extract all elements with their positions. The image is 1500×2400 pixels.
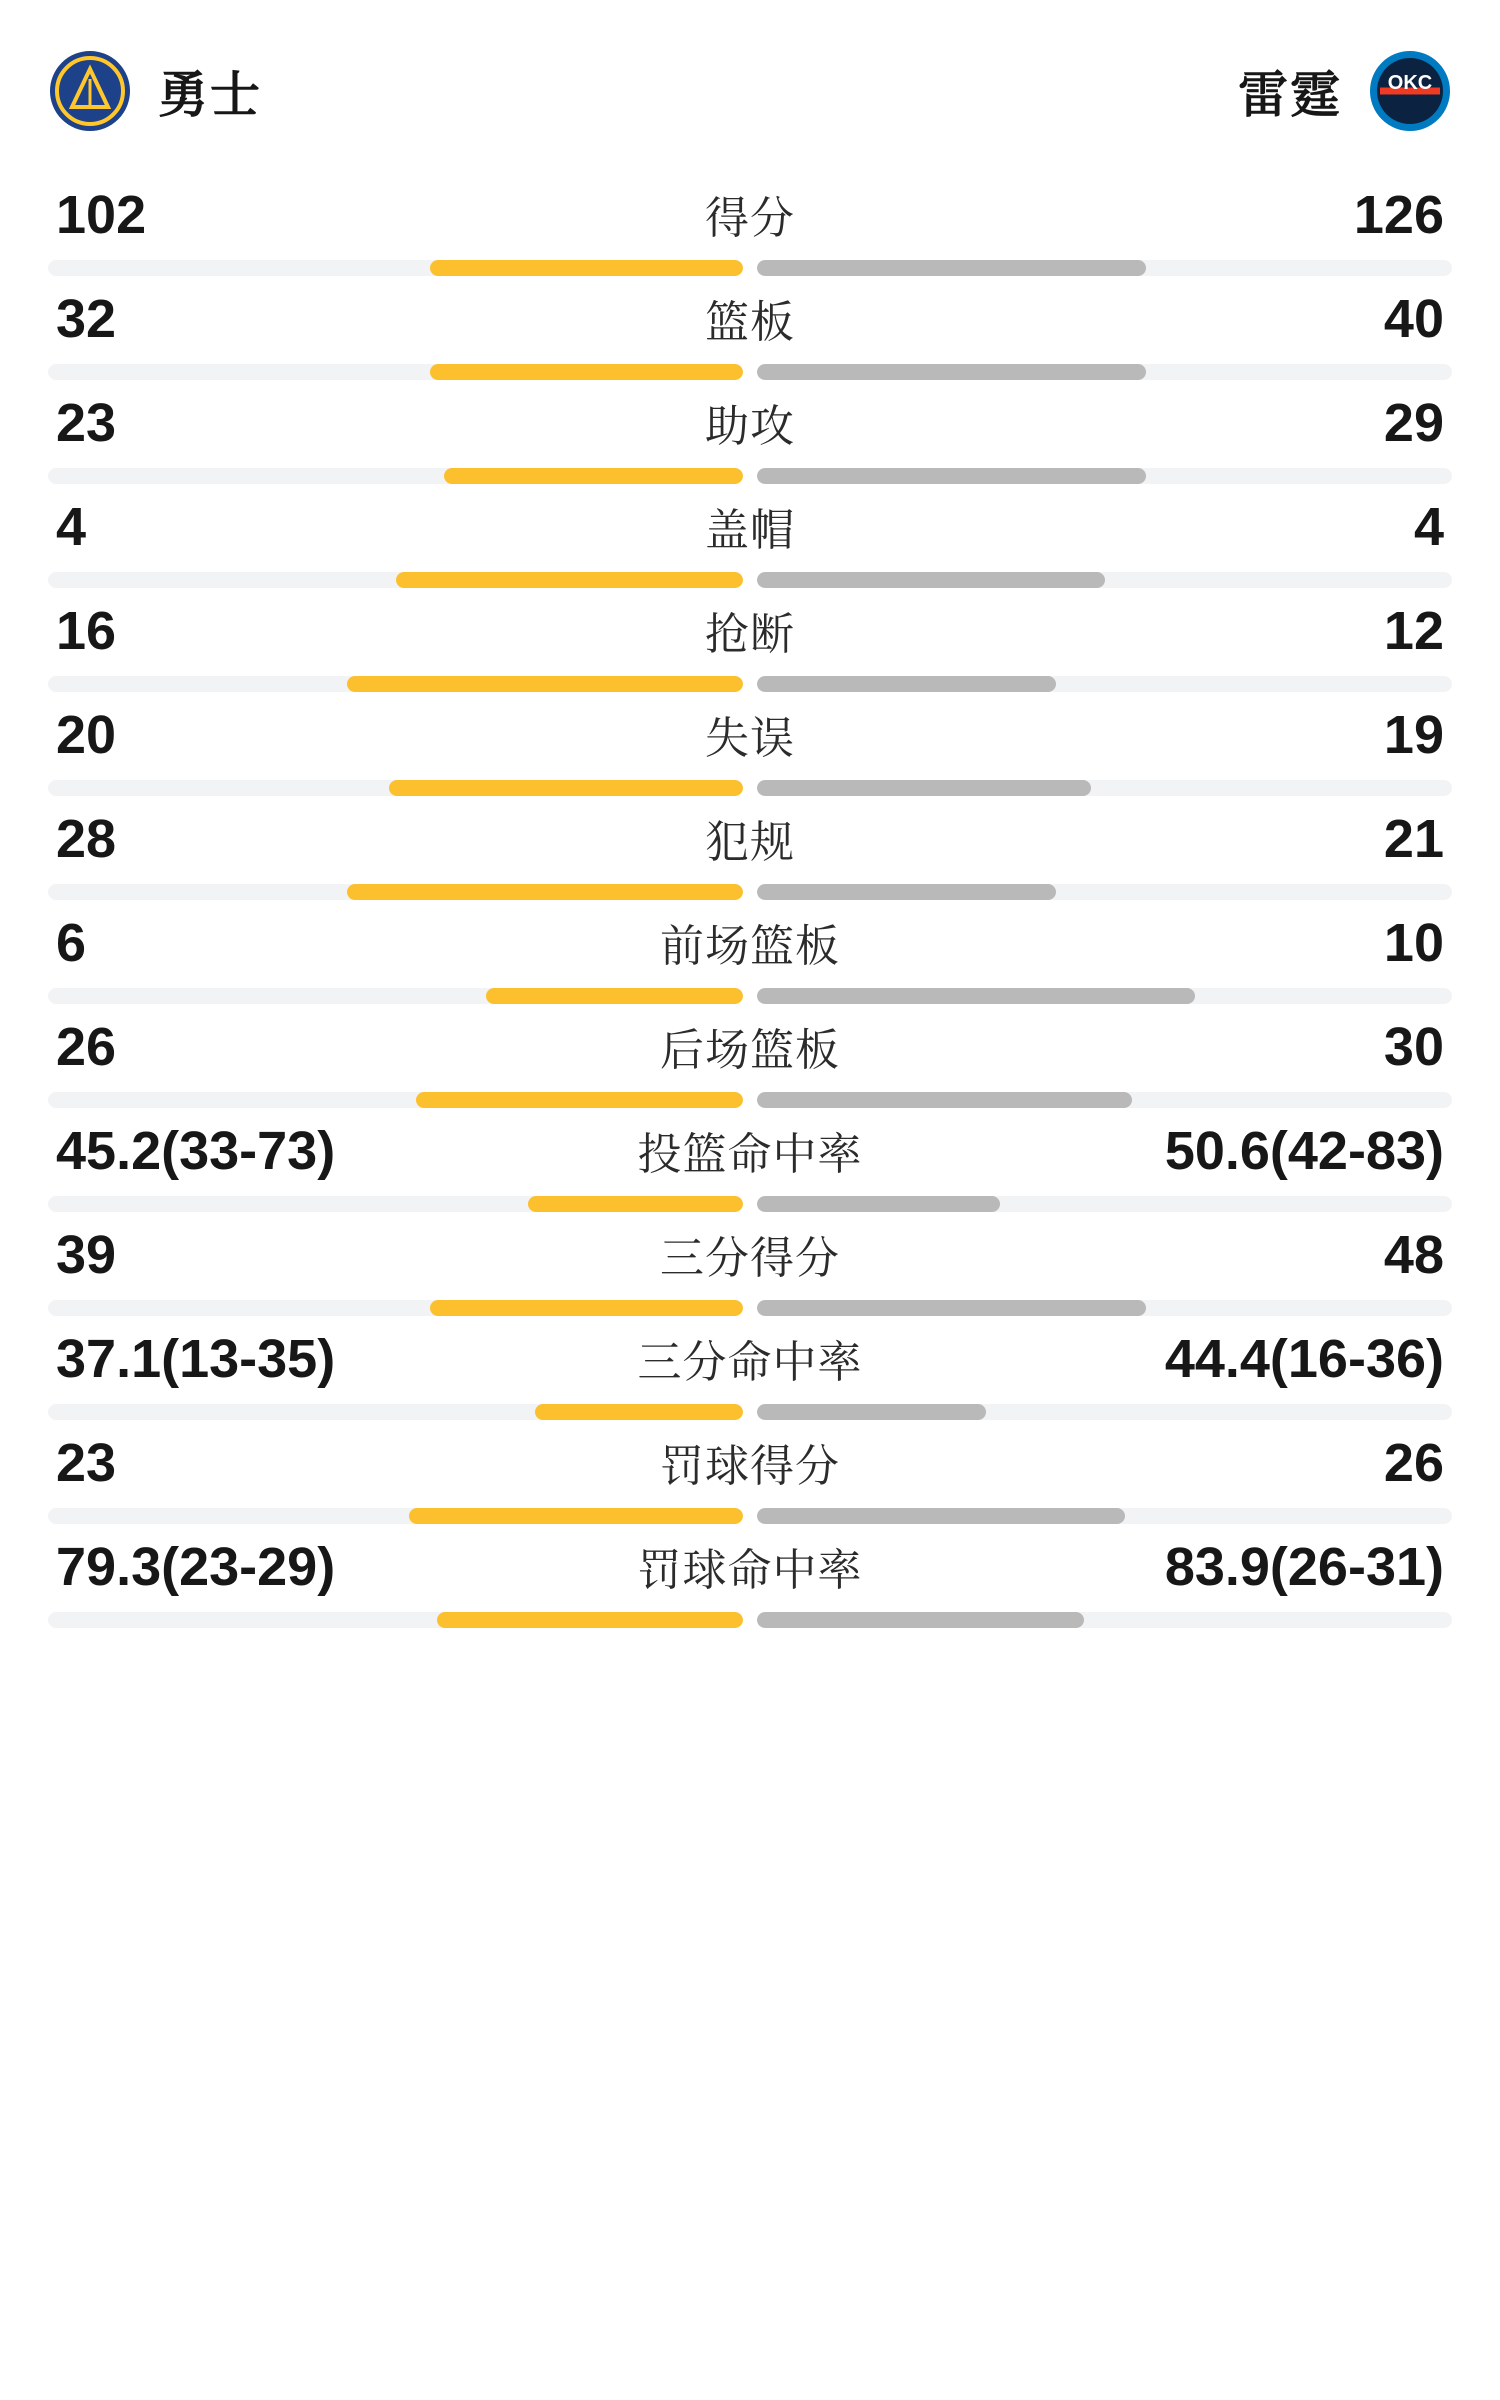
stat-label: 失误 bbox=[705, 714, 795, 763]
away-bar-fill bbox=[757, 1404, 986, 1420]
away-bar-track bbox=[757, 1404, 1452, 1420]
home-bar-track bbox=[48, 364, 743, 380]
away-bar-fill bbox=[757, 1508, 1125, 1524]
away-stat-value: 19 bbox=[1383, 705, 1444, 765]
away-bar-track bbox=[757, 468, 1452, 484]
away-stat-value: 126 bbox=[1353, 185, 1444, 245]
stat-row bbox=[48, 1212, 1452, 1316]
stat-label: 盖帽 bbox=[705, 506, 795, 555]
stat-label: 投篮命中率 bbox=[637, 1130, 863, 1179]
home-stat-value: 6 bbox=[56, 913, 87, 973]
stat-row-header bbox=[48, 1534, 1452, 1612]
away-stat-value: 44.4(16-36) bbox=[1164, 1329, 1444, 1389]
stat-row-header bbox=[48, 702, 1452, 780]
stat-row bbox=[48, 900, 1452, 1004]
away-bar-track bbox=[757, 780, 1452, 796]
home-bar-fill bbox=[409, 1508, 743, 1524]
stat-row bbox=[48, 1108, 1452, 1212]
home-bar-fill bbox=[389, 780, 743, 796]
stat-row-header bbox=[48, 494, 1452, 572]
stat-bars bbox=[48, 1092, 1452, 1108]
away-bar-track bbox=[757, 676, 1452, 692]
home-bar-fill bbox=[416, 1092, 743, 1108]
away-bar-fill bbox=[757, 572, 1105, 588]
svg-text:OKC: OKC bbox=[1387, 72, 1433, 94]
away-stat-value: 4 bbox=[1413, 497, 1444, 557]
away-bar-fill bbox=[757, 468, 1146, 484]
away-stat-value: 50.6(42-83) bbox=[1164, 1121, 1444, 1181]
stat-rows bbox=[48, 172, 1452, 1628]
away-bar-track bbox=[757, 1300, 1452, 1316]
home-bar-track bbox=[48, 884, 743, 900]
away-team-name: 雷霆 bbox=[1238, 67, 1342, 123]
home-bar-fill bbox=[535, 1404, 744, 1420]
stat-row bbox=[48, 1420, 1452, 1524]
away-stat-value: 48 bbox=[1383, 1225, 1444, 1285]
home-bar-track bbox=[48, 468, 743, 484]
home-bar-fill bbox=[347, 884, 743, 900]
home-bar-fill bbox=[396, 572, 744, 588]
stat-row bbox=[48, 588, 1452, 692]
stat-bars bbox=[48, 468, 1452, 484]
away-stat-value: 21 bbox=[1383, 809, 1444, 869]
stat-label: 篮板 bbox=[705, 298, 795, 347]
home-bar-fill bbox=[430, 1300, 743, 1316]
away-bar-fill bbox=[757, 1612, 1084, 1628]
stat-row bbox=[48, 1524, 1452, 1628]
away-stat-value: 30 bbox=[1383, 1017, 1444, 1077]
stat-bars bbox=[48, 1508, 1452, 1524]
away-team bbox=[1238, 49, 1452, 133]
stat-bars bbox=[48, 1196, 1452, 1212]
home-stat-value: 32 bbox=[56, 289, 117, 349]
away-bar-track bbox=[757, 1508, 1452, 1524]
stat-row-header bbox=[48, 1326, 1452, 1404]
away-bar-track bbox=[757, 884, 1452, 900]
stat-bars bbox=[48, 572, 1452, 588]
stat-row-header bbox=[48, 1430, 1452, 1508]
home-bar-fill bbox=[347, 676, 743, 692]
away-bar-track bbox=[757, 260, 1452, 276]
away-stat-value: 26 bbox=[1383, 1433, 1444, 1493]
home-bar-fill bbox=[444, 468, 743, 484]
away-stat-value: 10 bbox=[1383, 913, 1444, 973]
away-stat-value: 29 bbox=[1383, 393, 1444, 453]
stat-row-header bbox=[48, 182, 1452, 260]
stat-row-header bbox=[48, 910, 1452, 988]
home-bar-track bbox=[48, 1612, 743, 1628]
home-bar-track bbox=[48, 1508, 743, 1524]
home-stat-value: 23 bbox=[56, 393, 117, 453]
home-stat-value: 79.3(23-29) bbox=[56, 1537, 336, 1597]
thunder-logo-icon bbox=[1368, 49, 1452, 133]
stat-bars bbox=[48, 676, 1452, 692]
stat-bars bbox=[48, 364, 1452, 380]
home-bar-track bbox=[48, 1404, 743, 1420]
stat-bars bbox=[48, 1612, 1452, 1628]
stat-bars bbox=[48, 884, 1452, 900]
stat-row-header bbox=[48, 598, 1452, 676]
away-bar-fill bbox=[757, 1300, 1146, 1316]
stat-label: 犯规 bbox=[705, 818, 795, 867]
home-stat-value: 4 bbox=[56, 497, 87, 557]
away-bar-fill bbox=[757, 1092, 1132, 1108]
stat-row bbox=[48, 276, 1452, 380]
away-bar-track bbox=[757, 572, 1452, 588]
stat-row bbox=[48, 172, 1452, 276]
home-stat-value: 45.2(33-73) bbox=[56, 1121, 336, 1181]
away-bar-fill bbox=[757, 676, 1056, 692]
stat-bars bbox=[48, 1404, 1452, 1420]
stat-row bbox=[48, 796, 1452, 900]
home-bar-track bbox=[48, 780, 743, 796]
stat-row bbox=[48, 1316, 1452, 1420]
stat-row bbox=[48, 1004, 1452, 1108]
stat-row-header bbox=[48, 1014, 1452, 1092]
home-bar-track bbox=[48, 260, 743, 276]
teams-header bbox=[48, 0, 1452, 172]
away-bar-track bbox=[757, 364, 1452, 380]
stat-bars bbox=[48, 260, 1452, 276]
stat-bars bbox=[48, 988, 1452, 1004]
away-bar-fill bbox=[757, 884, 1056, 900]
away-stat-value: 40 bbox=[1383, 289, 1444, 349]
stat-label: 罚球得分 bbox=[660, 1442, 840, 1491]
stat-row-header bbox=[48, 806, 1452, 884]
home-bar-track bbox=[48, 1300, 743, 1316]
stat-row-header bbox=[48, 1222, 1452, 1300]
home-bar-track bbox=[48, 988, 743, 1004]
away-stat-value: 83.9(26-31) bbox=[1164, 1537, 1444, 1597]
stat-row-header bbox=[48, 286, 1452, 364]
stat-label: 后场篮板 bbox=[660, 1026, 840, 1075]
home-bar-fill bbox=[430, 260, 743, 276]
stat-label: 三分命中率 bbox=[637, 1338, 863, 1387]
stat-row-header bbox=[48, 390, 1452, 468]
away-bar-track bbox=[757, 1612, 1452, 1628]
away-stat-value: 12 bbox=[1383, 601, 1444, 661]
stat-bars bbox=[48, 780, 1452, 796]
away-bar-fill bbox=[757, 364, 1146, 380]
home-bar-fill bbox=[528, 1196, 743, 1212]
warriors-logo-icon bbox=[48, 49, 132, 133]
home-bar-track bbox=[48, 1196, 743, 1212]
away-bar-track bbox=[757, 1196, 1452, 1212]
home-bar-track bbox=[48, 1092, 743, 1108]
home-stat-value: 16 bbox=[56, 601, 117, 661]
home-team bbox=[48, 49, 262, 133]
stat-label: 前场篮板 bbox=[660, 922, 840, 971]
away-bar-fill bbox=[757, 988, 1195, 1004]
home-stat-value: 20 bbox=[56, 705, 117, 765]
home-stat-value: 39 bbox=[56, 1225, 117, 1285]
stat-row bbox=[48, 692, 1452, 796]
stat-row-header bbox=[48, 1118, 1452, 1196]
stat-row bbox=[48, 380, 1452, 484]
home-bar-fill bbox=[437, 1612, 743, 1628]
stat-label: 助攻 bbox=[705, 402, 795, 451]
stat-label: 三分得分 bbox=[660, 1234, 840, 1283]
home-stat-value: 37.1(13-35) bbox=[56, 1329, 336, 1389]
home-bar-track bbox=[48, 676, 743, 692]
stat-label: 罚球命中率 bbox=[637, 1546, 863, 1595]
home-bar-fill bbox=[486, 988, 743, 1004]
home-stat-value: 23 bbox=[56, 1433, 117, 1493]
away-bar-track bbox=[757, 988, 1452, 1004]
stat-label: 得分 bbox=[705, 194, 795, 243]
home-stat-value: 26 bbox=[56, 1017, 117, 1077]
away-bar-fill bbox=[757, 260, 1146, 276]
stat-row bbox=[48, 484, 1452, 588]
stat-label: 抢断 bbox=[705, 610, 795, 659]
home-bar-track bbox=[48, 572, 743, 588]
away-bar-fill bbox=[757, 1196, 1000, 1212]
away-bar-track bbox=[757, 1092, 1452, 1108]
home-bar-fill bbox=[430, 364, 743, 380]
stat-bars bbox=[48, 1300, 1452, 1316]
away-bar-fill bbox=[757, 780, 1091, 796]
home-stat-value: 28 bbox=[56, 809, 117, 869]
home-team-name: 勇士 bbox=[158, 67, 262, 123]
home-stat-value: 102 bbox=[56, 185, 147, 245]
